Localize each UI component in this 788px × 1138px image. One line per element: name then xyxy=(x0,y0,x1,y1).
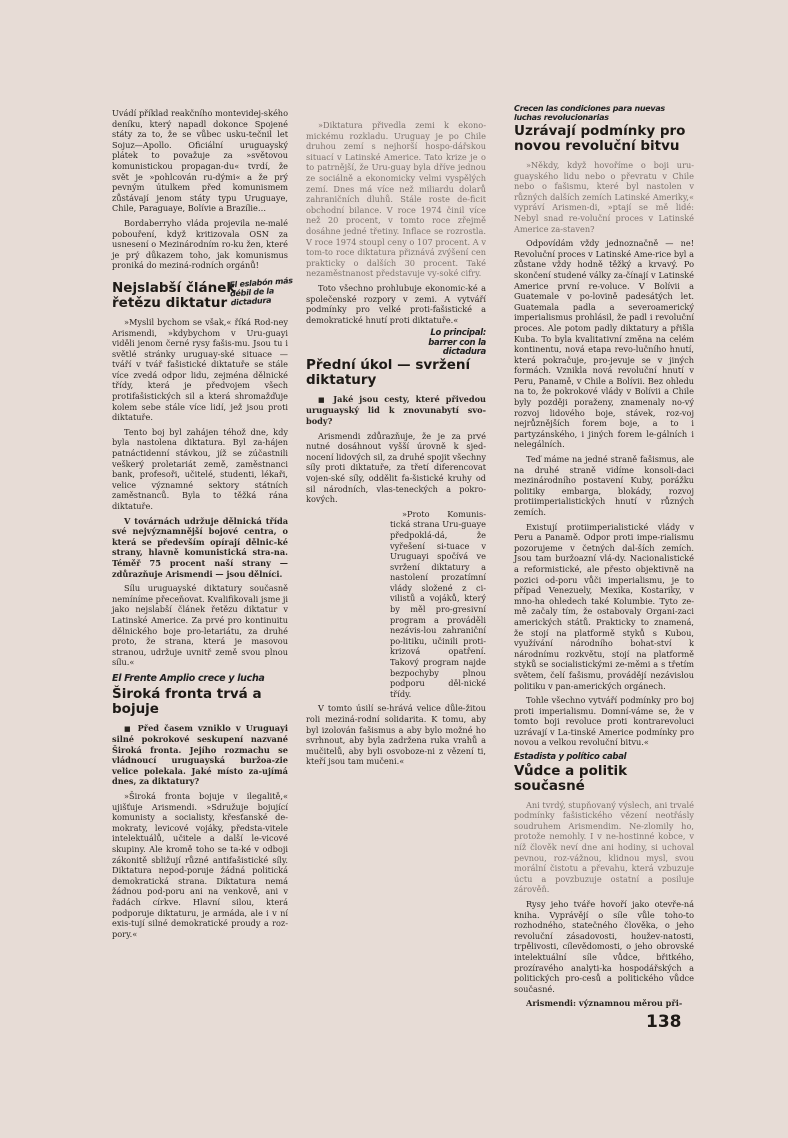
section-headline: Nejslabší článek řetězu diktatur xyxy=(112,279,236,311)
article-paragraph: V továrnách udržuje dělnická třída své nejvýznamnější bojové centra, o která se především opírají dělnic-ké strany, hlavně komunistická stra-na. Téměř 75 procent naší strany — zdůrazňuje Arismendi — jsou dělníci. xyxy=(112,515,288,579)
article-paragraph: Odpovídám vždy jednoznačně — ne! Revoluční proces v Latinské Ame-rice byl a zůstane vždy hodně těžký a krvavý. Po skončení studené války za-čínají v Latinské Americe první re-voluce. V Bolívii a Guatemale v po-lovině padesátých let. Guatemala padla a severoamerický imperialismus prohlásil, že padl i revoluční proces. Ale potom padly diktatury a přišla Kuba. To byla kvalitativní změna na celém kontinentu, nová etapa revo-lučního hnutí, která pokračuje, pro-jevuje se v jiných formách. Vznikla nová revoluční hnutí v Peru, Panamě, v Chile a Bolívii. Bez ohledu na to, že pokrokové vlády v Bolívii a Chile byly později poraženy, znamenaly no-vý rozvoj lidového boje, stávek, roz-voj nejrůznějších forem boje, a to i partyzánského, i jiných forem le-gálních i nelegálních. xyxy=(514,238,694,450)
handwritten-note: Crecen las condiciones para nuevas luchas revolucionarias xyxy=(514,104,665,122)
article-paragraph: Ani tvrdý, stupňovaný výslech, ani trvalé podmínky fašistického vězení neotřásly soudruhem Arismendim. Ne-zlomily ho, protože nemohly. I v ne-hostinné kobce, v níž člověk neví dne ani hodiny, si uchoval pevnou, roz-vážnou, klidnou mysl, svou morální čistotu a převahu, která vzbuzuje úctu a povzbuzuje ostatní a posiluje zárověň. xyxy=(514,799,694,895)
interview-question: ■ Před časem vzniklo v Uruguayi silné pokrokové seskupení nazvané Široká fronta. Jejího rozmachu se vládnoucí uruguayská buržoa-zie velice polekala. Jaké místo za-ujímá dnes, za diktatury? xyxy=(112,723,288,788)
article-paragraph: Toto všechno prohlubuje ekonomic-ké a společenské rozpory v zemi. A vytváří podmínky pro velké proti-fašistické a demokratické hnutí proti diktatuře.« xyxy=(306,282,486,325)
column-right xyxy=(514,104,694,1013)
section-headline: Uzrávají podmínky pro novou revoluční bitvu xyxy=(514,123,686,154)
article-paragraph: »Někdy, když hovoříme o boji uru-guayského lidu nebo o převratu v Chile nebo o fašismu, které byl nastolen v různých dalších zemích Latinské Ameriky,« vypráví Arismen-di, »ptají se mě lidé: Nebyl snad re-voluční proces v Latinské Americe za-staven? xyxy=(514,160,694,234)
article-paragraph: Rysy jeho tváře hovoří jako otevře-ná kniha. Vyprávějí o síle vůle toho-to rozhodného, statečného člověka, o jeho revoluční zásadovosti, houžev-natosti, trpělivosti, cílevědomosti, o jeho obrovské intelektuální síle vůdce, břitkého, prozíravého analyti-ka hospodářských a politických pro-cesů a politického vůdce současné. xyxy=(514,899,694,994)
article-paragraph: Arismendi zdůrazňuje, že je za prvé nutné dosáhnout vyšší úrovně k sjed-nocení lidových sil, za druhé spojit všechny síly proti diktatuře, za třetí diferencovat vojen-ské síly, oddělit fa-šistické kruhy od sil národních, vlas-teneckých a pokro-kových. xyxy=(306,430,486,505)
article-paragraph: Bordaberryho vláda projevila ne-malé pobouření, když kritizovala OSN za usnesení o Mezinárodním ro-ku žen, které je prý důkazem toho, jak komunismus proniká do meziná-rodních orgánů! xyxy=(112,217,288,271)
column-middle xyxy=(306,120,486,771)
article-paragraph: Tento boj byl zahájen téhož dne, kdy byla nastolena diktatura. Byl za-hájen patnáctidenní stávkou, jíž se zúčastnili veškerý proletariát země, zaměstnanci bank, profesoři, učitelé, studenti, lékaři, velice významné sektory státních zaměstnanců. Byla to těžká rána diktatuře. xyxy=(112,426,288,511)
handwritten-note: El eslabón más débil de la dictadura xyxy=(229,276,293,308)
article-paragraph: Existují protiimperialistické vlády v Peru a Panamě. Odpor proti impe-rialismu pozorujeme v četných dal-ších zemích. Jsou tam buržoazní vlá-dy. Nacionalistické a reformistické, ale přesto objektivně na pozici od-poru vůči imperialismu, je to případ Venezuely, Mexika, Kostariky, v mno-ha ohledech také Kolumbie. Tyto ze-mě začaly tím, že ostabovaly Organi-zaci amerických států. Prakticky to znamená, že stojí na platformě styků s Kubou, využívání národního bohat-ství k národnímu rozkvětu, stojí na platformě styků se socialistickými ze-měmi a s třetím světem, čelí fašismu, provádějí nezávislou politiku v pan-amerických orgánech. xyxy=(514,521,694,691)
article-paragraph: »Široká fronta bojuje v ilegalitě,« ujišťuje Arismendi. »Sdružuje bojující komunisty a socialisty, křesťanské de-mokraty, levicové vojáky, předsta-vitele intelektuálů, učitele a další le-vicové skupiny. Ale kromě toho se ta-ké v odboji zákonitě sbližují různé antifašistické síly. Diktatura nepod-poruje žádná politická demokratická strana. Diktatura nemá žádnou pod-poru ani na venkově, ani v řadách církve. Hlavní silou, která podporuje diktaturu, je armáda, ale i v ní exis-tují silné demokratické proudy a roz-pory.« xyxy=(112,791,288,939)
article-paragraph: Uvádí příklad reakčního montevidej-ského deníku, který napadl dokonce Spojené státy za to, že se vůbec usku-tečnil let Sojuz—Apollo. Oficiální uruguayský plátek to považuje za »světovou komunistickou propagan-du« tvrdí, že svět je »pohlcován ru-dými« a že prý pevným útulkem před komunismem zůstávají jenom státy typu Uruguaye, Chile, Paraguaye, Bolívie a Brazílie… xyxy=(112,108,288,214)
article-paragraph: Sílu uruguayské diktatury současně nemíníme přeceňovat. Kvalifikovali jsme ji jako nejslabší článek řetězu diktatur v Latinské Americe. Za prvé pro kontinuitu dělnického boje pro-letariátu, za druhé proto, že strana, která je masovou stranou, udržuje uvnitř země svou plnou sílu.« xyxy=(112,583,288,668)
interview-question: ■ Jaké jsou cesty, které přivedou uruguayský lid k znovunabytí svo-body? xyxy=(306,394,486,427)
article-paragraph: Teď máme na jedné straně fašismus, ale na druhé straně vidíme konsoli-daci mezinárodního postavení Kuby, porážku politiky embarga, blokády, rozvoj protiimperialistických hnutí v různých zemích. xyxy=(514,454,694,517)
handwritten-note: Lo principal: barrer con la dictadura xyxy=(428,328,486,358)
section-headline: Přední úkol — svržení diktatury xyxy=(306,356,471,388)
handwritten-note: El Frente Amplio crece y lucha xyxy=(112,672,265,684)
section-headline: Široká fronta trvá a bojuje xyxy=(112,685,262,717)
article-paragraph: »Diktatura přivedla zemi k ekono-mickému rozkladu. Uruguay je po Chile druhou zemí s nejhorší hospo-dářskou situací v Latinské Americe. Tato krize je o to patrnější, že Uru-guay byla dříve jednou ze sociálně a ekonomicky velmi vyspělých zemí. Dnes má více než miliardu dolarů zahraničních dluhů. Stále roste de-ficit obchodní bilance. V roce 1974 činil více než 20 procent, v tomto roce zřejmě dosáhne jedné třetiny. Inflace se rozrostla. V roce 1974 stoupl ceny o 107 procent. A v tom-to roce diktatura přiznává zvýšení cen prakticky o dalších 30 procent. Také nezaměstnanost představuje vy-soké cifry. xyxy=(306,120,486,279)
article-paragraph: »Proto Komunis-tická strana Uru-guaye předpoklá-dá, že vyřešení si-tuace v Uruguayi spočívá ve svržení diktatury a nastolení prozatímní vlády složené z ci-vilistů a vojáků, který by měl pro-gresivní program a prováděli nezávis-lou zahraniční po-litiku, učinili proti-krizová opatření. Takový program najde bezpochyby plnou podporu děl-nické třídy. xyxy=(390,508,486,699)
article-paragraph: »Myslil bychom se však,« říká Rod-ney Arismendi, »kdybychom v Uru-guayi viděli jenom černé rysy fašis-mu. Jsou tu i světlé stránky uruguay-ské situace — tváří v tvář fašistické diktatuře se stále více zvedá odpor lidu, zejména dělnické třídy, která je předvojem všech protifašistických sil a která shromažďuje kolem sebe stále více lidí, jež jsou proti diktatuře. xyxy=(112,316,288,423)
article-paragraph: Tohle všechno vytváří podmínky pro boj proti imperialismu. Domní-váme se, že v tomto boji revoluce proti kontrarevoluci uzrávají v La-tinské Americe podmínky pro novou a velkou revoluční bitvu.« xyxy=(514,695,694,748)
article-paragraph: V tomto úsilí se-hrává velice důle-žitou roli meziná-rodní solidarita. K tomu, aby byl izolován fašismus a aby bylo možné ho svrhnout, aby byla zadržena ruka vrahů a mučitelů, aby byli osvoboze-ni z vězení ti, kteří jsou tam mučeni.« xyxy=(306,703,486,767)
column-left xyxy=(112,108,293,943)
section-headline: Vůdce a politik současné xyxy=(514,762,628,794)
article-paragraph: Arismendi: významnou měrou při- xyxy=(526,998,683,1009)
page-number: 138 xyxy=(646,1012,682,1032)
handwritten-note: Estadista y político cabal xyxy=(514,752,627,763)
